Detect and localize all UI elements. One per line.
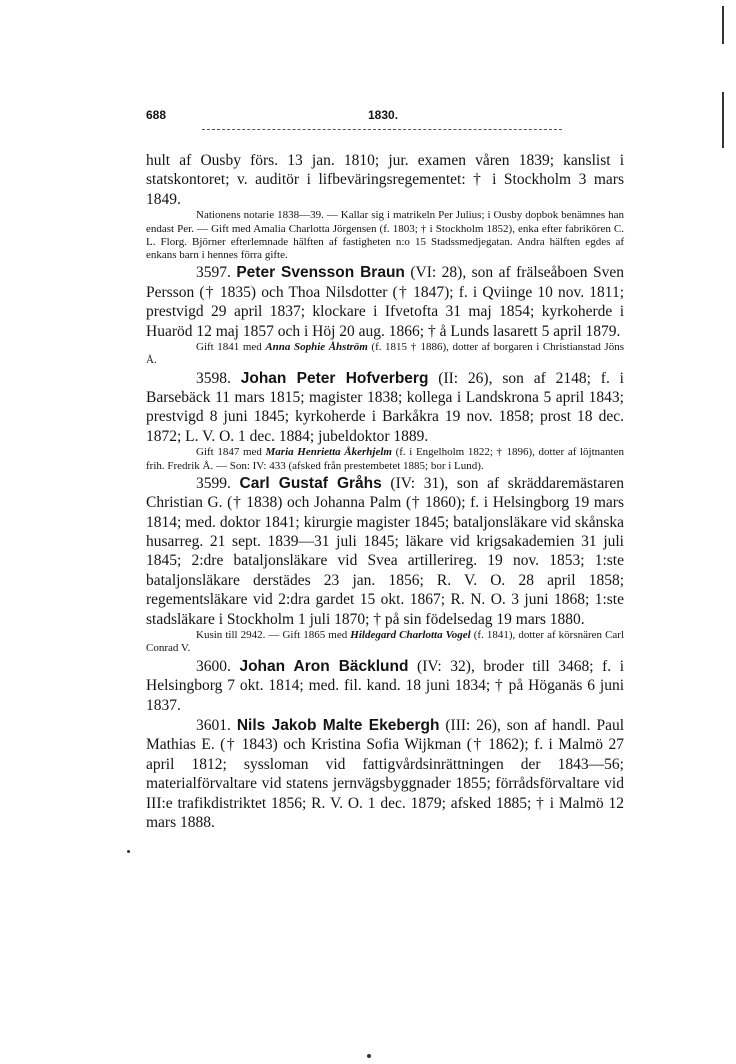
- entry-name: Peter Svensson Braun: [236, 264, 405, 282]
- note-name: Anna Sophie Åhström: [265, 341, 368, 354]
- entry-text: (IV: 32), broder till 3468; f. i Helsingborg 7 okt. 1814; med. fil. kand. 18 juni 1834; † på Höganäs 6 juni 1837.: [146, 657, 625, 714]
- scan-dot: [127, 850, 130, 853]
- scan-edge-mark: [722, 6, 724, 44]
- entry-number: 3600.: [196, 657, 231, 675]
- entry-text: (VI: 28), son af frälseåboen Sven Persson († 1835) och Thoa Nilsdotter († 1847); f. i Qviinge 10 nov. 1811; prestvigd 29 april 1837; klockare i Ifvetofta 31 maj 1854; kyrkoherde i Huaröd 12 maj 1857 och i Höj 20 aug. 1866; † å Lunds lasarett 5 april 1879.: [146, 264, 625, 340]
- note-lead: Kusin till 2942. — Gift 1865 med: [196, 629, 348, 642]
- entry-number: 3601.: [196, 716, 231, 734]
- entry-text: (III: 26), son af handl. Paul Mathias E. († 1843) och Kristina Sofia Wijkman († 1862); f. i Malmö 27 april 1812; syssloman vid fattigvårdsinrättningen der 1843—56; materialförvaltare vid statens jernvägsbyggnader 1855; förrådsförvaltare vid III:e trafikdistriktet 1856; R. V. O. 1 dec. 1879; afsked 1885; † i Malmö 12 mars 1888.: [146, 716, 625, 831]
- note-lead: Gift 1847 med: [196, 446, 262, 459]
- note-name: Hildegard Charlotta Vogel: [350, 629, 471, 642]
- note-name: Maria Henrietta Åkerhjelm: [265, 446, 392, 459]
- running-header: [146, 108, 624, 124]
- note-rest: (f. 1841), dotter af körsnären Carl Conrad V.: [146, 629, 625, 655]
- entry-name: Carl Gustaf Gråhs: [239, 474, 382, 492]
- entry-name: Johan Peter Hofverberg: [240, 369, 429, 387]
- scan-edge-mark: [722, 92, 724, 148]
- header-year: 1830.: [368, 108, 399, 122]
- entry-note: [146, 629, 624, 656]
- header-rule: [202, 129, 562, 130]
- entry-note: Nationens notarie 1838—39. — Kallar sig i matrikeln Per Julius; i Ousby dopbok benämnes han endast Per. — Gift med Amalia Charlotta Jörgensen (f. 1803; † i Stockholm 1852), enka efter fabrikören C. L. Florg. Björner efterlemnade hälften af fastigheten n:o 15 Stadssmedjegatan. Andra hälften egdes af enkans barn i hennes förra gifte.: [146, 209, 624, 262]
- entry-3598: [146, 369, 624, 447]
- entry-number: 3599.: [196, 474, 231, 492]
- entry-3601: [146, 716, 624, 832]
- entry-number: 3598.: [196, 369, 231, 387]
- scan-dot: [367, 1054, 371, 1058]
- entry-name: Johan Aron Bäcklund: [239, 657, 409, 675]
- entry-text: (IV: 31), son af skräddaremästaren Christian G. († 1838) och Johanna Palm († 1860); f. i Helsingborg 19 mars 1814; med. doktor 1841; kirurgie magister 1845; bataljonsläkare vid skånska husarreg. 21 sept. 1839—31 juli 1845; läkare vid krigsakademien 31 juli 1845; 2:dre bataljonsläkare vid Svea artillerireg. 19 nov. 1853; 1:ste bataljonsläkare derstädes 23 jan. 1856; R. V. O. 28 april 1858; regementsläkare vid 2:dra gardet 15 okt. 1867; R. N. O. 3 juni 1868; 1:ste stadsläkare i Stockholm 1 juli 1870; † på sin födelsedag 19 mars 1880.: [146, 474, 624, 628]
- entry-3600: [146, 657, 624, 715]
- entry-text: (II: 26), son af 2148; f. i Barsebäck 11 mars 1815; magister 1838; kollega i Landskrona 5 april 1843; prestvigd 8 juni 1845; kyrkoherde i Barkåkra 19 nov. 1858; prost 18 dec. 1872; L. V. O. 1 dec. 1884; jubeldoktor 1889.: [146, 369, 624, 445]
- entry-3599: [146, 474, 624, 629]
- note-lead: Gift 1841 med: [196, 341, 262, 354]
- note-rest: (f. i Engelholm 1822; † 1896), dotter af löjtnanten frih. Fredrik Å. — Son: IV: 433 (afsked från prestembetet 1885; bor i Lund).: [146, 446, 624, 472]
- entry-name: Nils Jakob Malte Ekebergh: [236, 716, 440, 734]
- entry-3597: [146, 263, 624, 341]
- entry-note: [146, 341, 624, 368]
- entry-continuation: hult af Ousby förs. 13 jan. 1810; jur. examen våren 1839; kanslist i statskontoret; v. auditör i lifbeväringsregementet: † i Stockholm 3 mars 1849.: [146, 152, 624, 208]
- note-rest: (f. 1815 † 1886), dotter af borgaren i Christianstad Jöns Å.: [146, 341, 624, 367]
- entry-number: 3597.: [196, 264, 231, 282]
- entry-note: [146, 446, 624, 473]
- page-body: [146, 151, 624, 832]
- page-number: 688: [146, 108, 167, 122]
